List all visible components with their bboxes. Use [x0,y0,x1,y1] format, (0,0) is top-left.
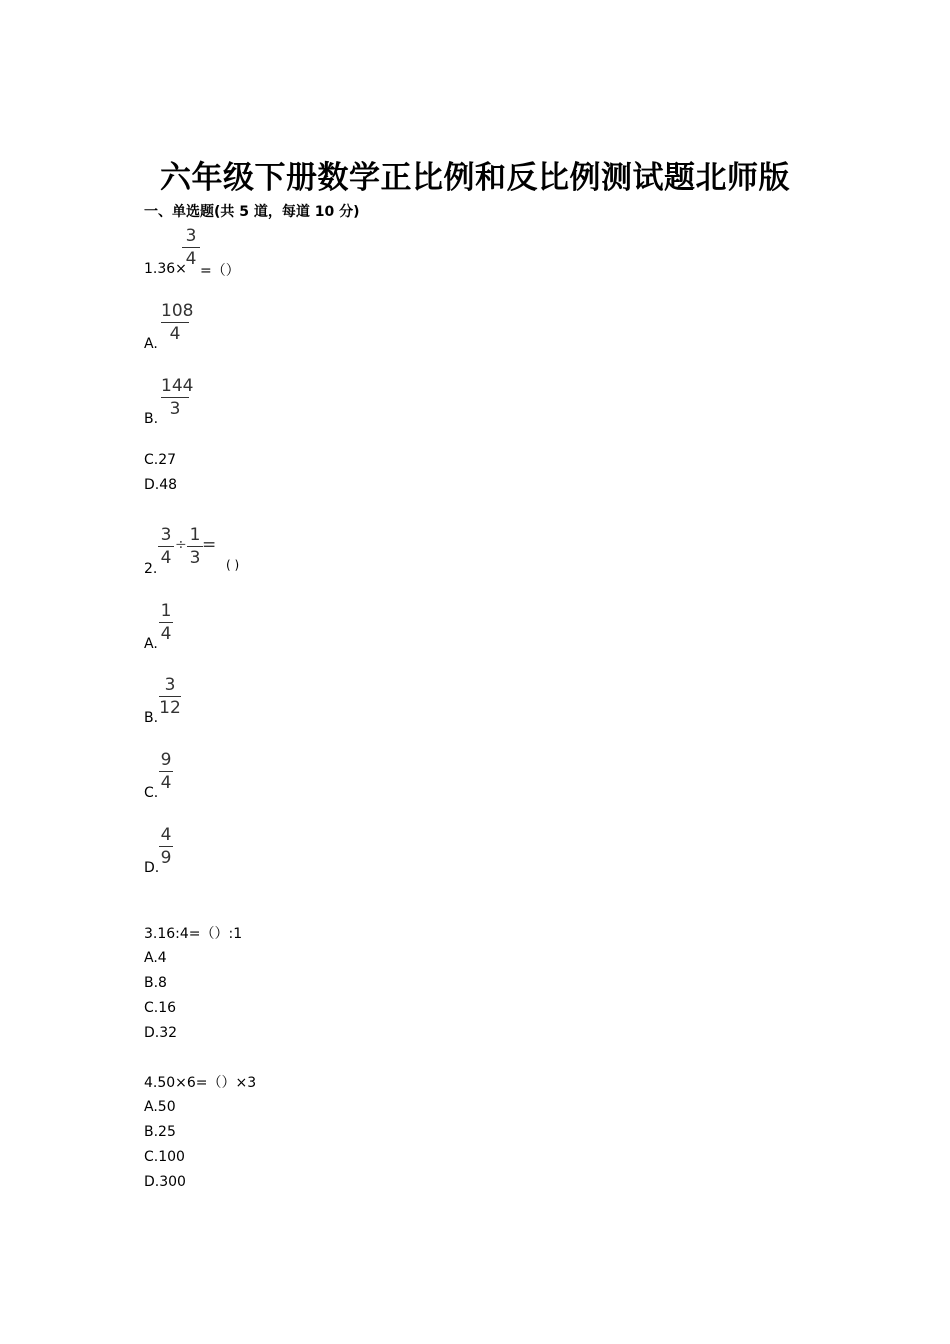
q3-option-d: D.32 [144,1025,178,1041]
q2-option-b-label: B. [144,710,159,726]
q2-blank: ( ) [226,558,240,572]
q4-option-c: C.100 [144,1149,185,1165]
q1-option-b-label: B. [144,411,159,427]
page-title: 六年级下册数学正比例和反比例测试题北师版 [160,160,790,196]
q1-stem-prefix: 1.36× [144,261,187,277]
q4-option-a: A.50 [144,1099,176,1115]
q2-equals-sign: = [202,535,217,555]
q3-option-a: A.4 [144,950,167,966]
q2-option-d-label: D. [144,860,160,876]
q1-stem-suffix: =（） [200,263,240,279]
q3-option-c: C.16 [144,1000,177,1016]
q2-fraction-2: 1 3 [187,525,203,568]
q1-option-a-label: A. [144,336,158,352]
q1-option-c: C.27 [144,452,177,468]
q4-option-b: B.25 [144,1124,176,1140]
q1-fraction: 3 4 [182,226,200,269]
q3-stem: 3.16:4=（）:1 [144,926,243,942]
q2-number: 2. [144,561,158,577]
q2-option-a-label: A. [144,636,158,652]
q2-option-c-fraction: 9 4 [160,750,172,793]
q4-option-d: D.300 [144,1174,186,1190]
q3-option-b: B.8 [144,975,167,991]
q2-option-d-fraction: 4 9 [160,825,172,868]
q2-fraction-1: 3 4 [158,525,174,568]
q2-divide-sign: ÷ [175,537,187,553]
q1-option-b-fraction: 144 3 [161,376,194,419]
q2-option-c-label: C. [144,785,159,801]
q2-option-b-fraction: 3 12 [159,675,181,718]
section-heading: 一、单选题(共 5 道，每道 10 分) [144,204,360,220]
q2-option-a-fraction: 1 4 [160,601,172,644]
q4-stem: 4.50×6=（）×3 [144,1075,257,1091]
q1-option-a-fraction: 108 4 [161,301,194,344]
q1-option-d: D.48 [144,477,178,493]
